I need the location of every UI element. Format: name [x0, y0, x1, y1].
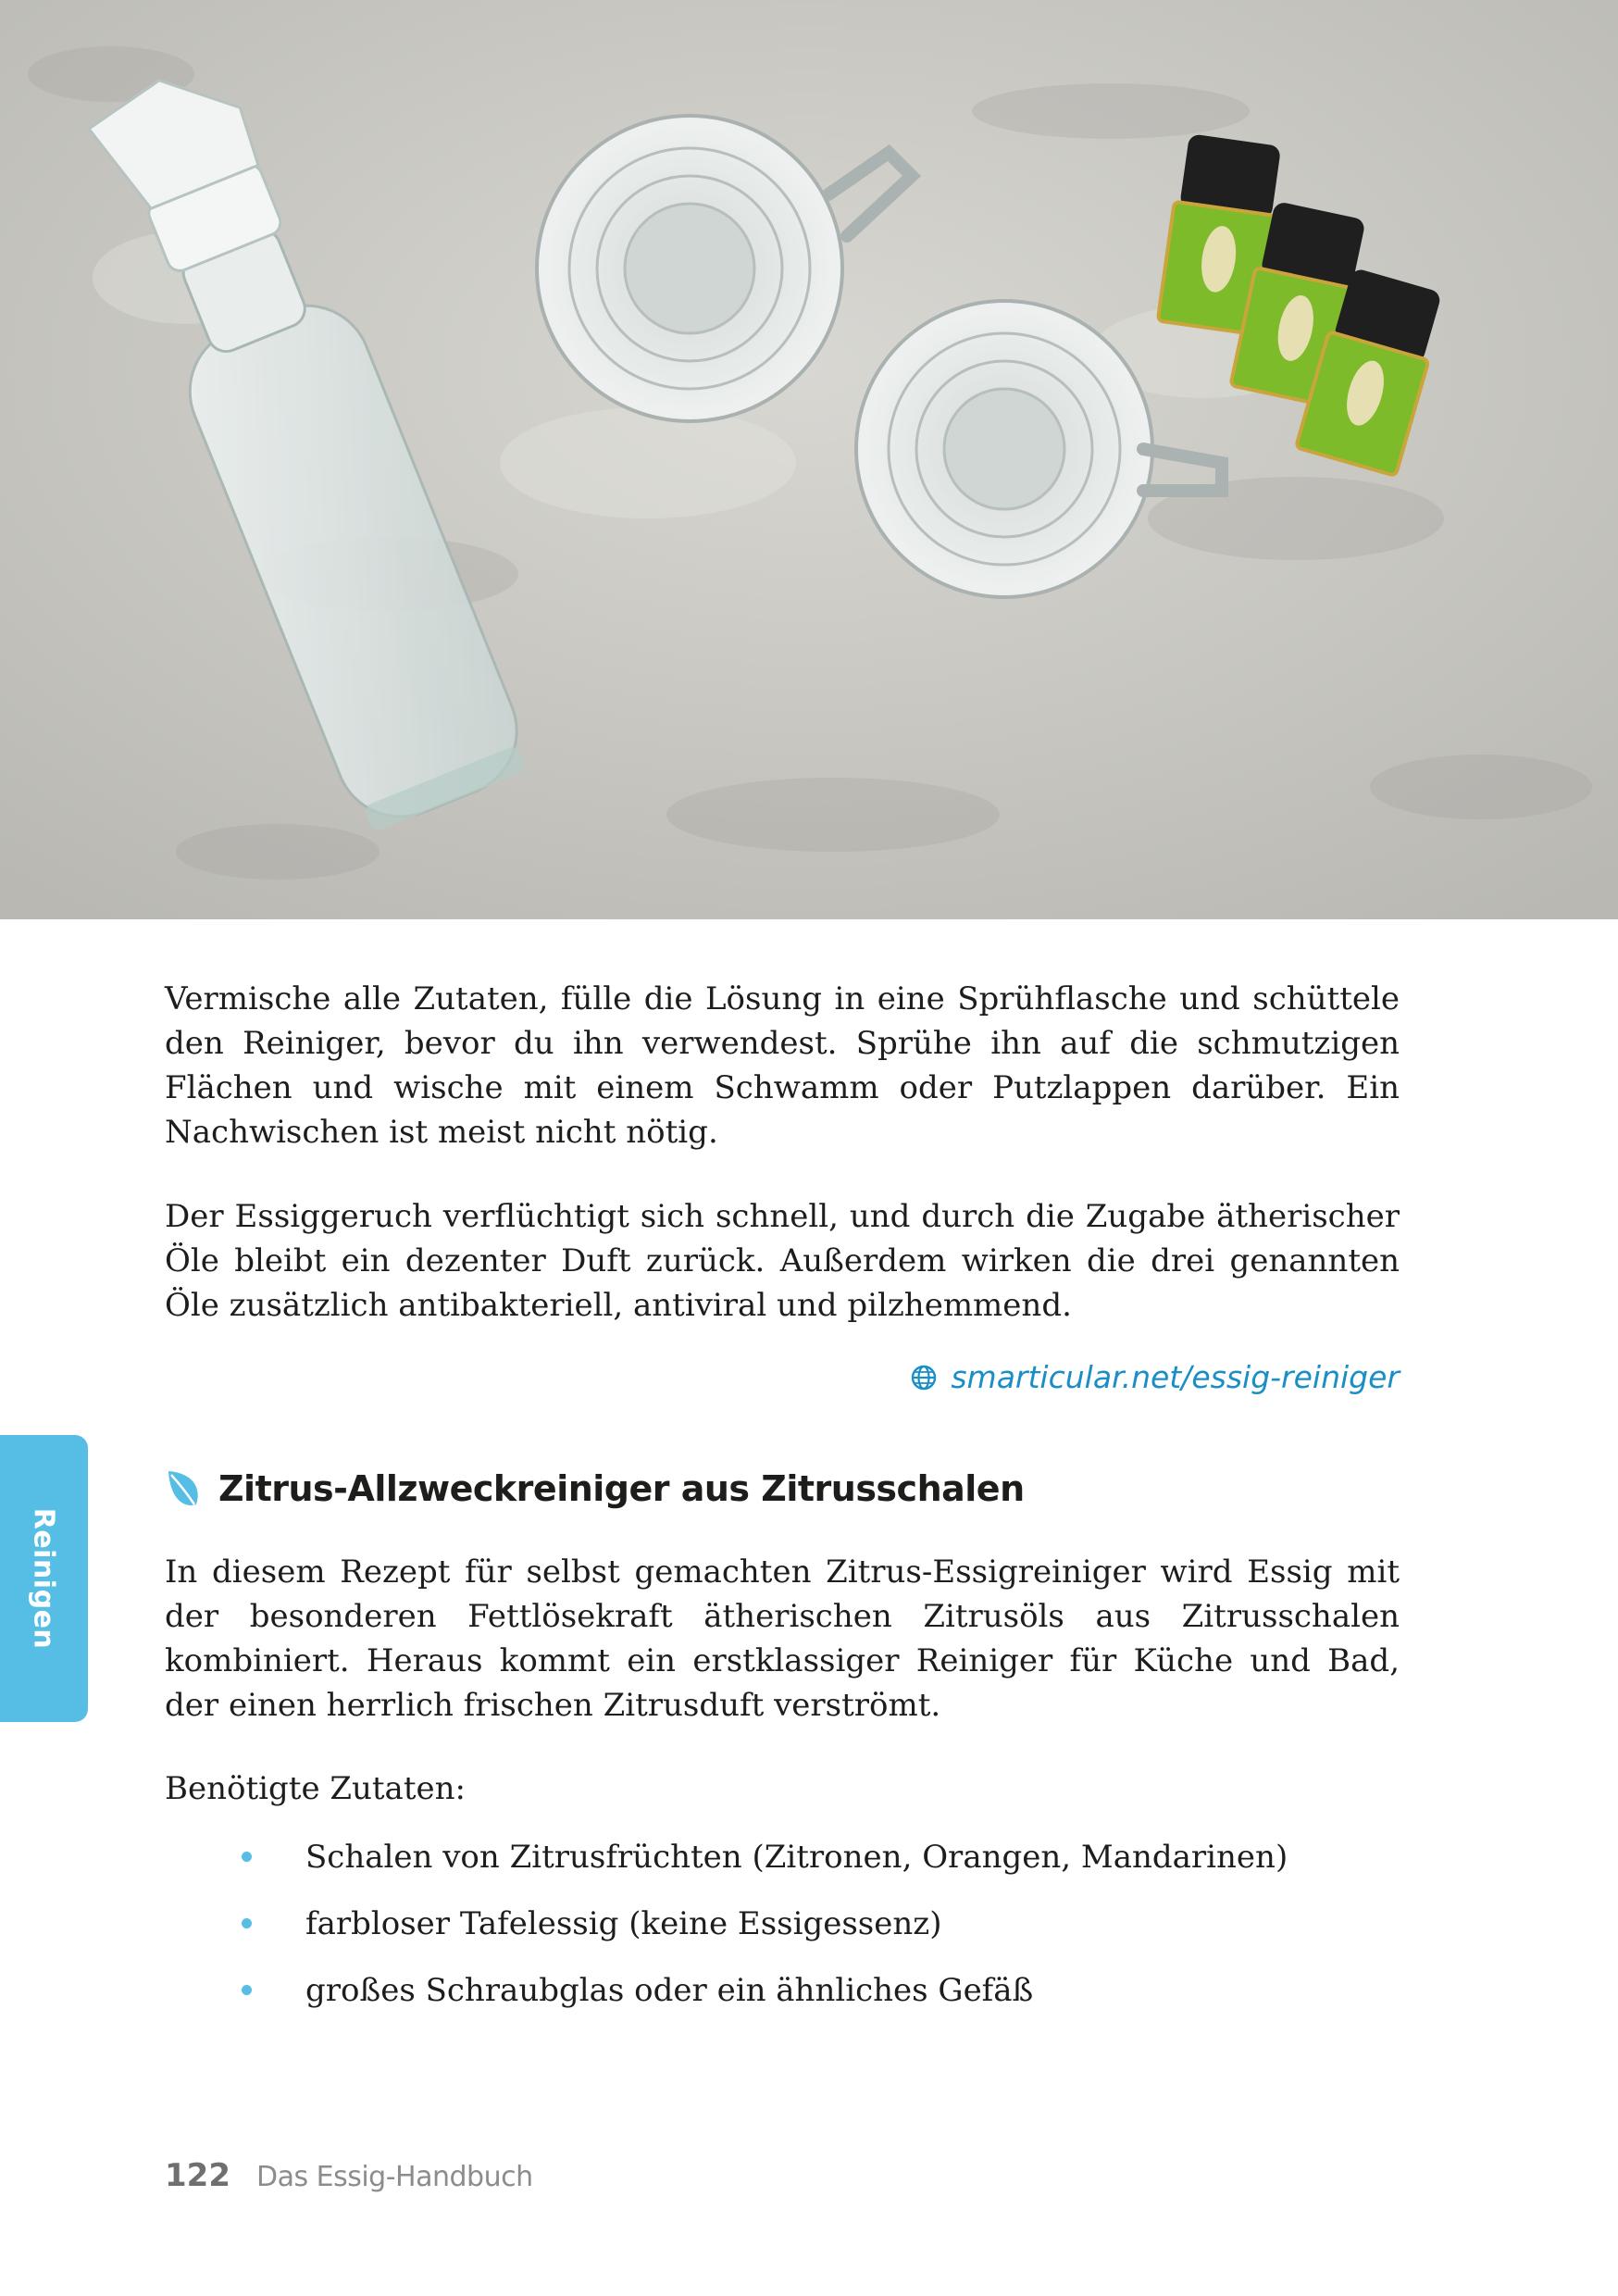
list-item-text: Schalen von Zitrusfrüchten (Zitronen, Orangen, Mandarinen) — [305, 1839, 1288, 1876]
book-title: Das Essig-Handbuch — [255, 2161, 533, 2193]
paragraph-scent: Der Essiggeruch verflüchtigt sich schnell, und durch die Zugabe ätherischer Öle bleibt ein dezenter Duft zurück. Außerdem wirken die drei genannten Öle zusätzlich antibakteriell, antiviral und pilzhemmend. — [165, 1198, 1400, 1324]
list-item — [231, 1968, 1288, 2013]
list-item — [231, 1902, 1288, 1946]
list-item — [231, 1835, 1288, 1879]
source-link[interactable] — [910, 1359, 1400, 1395]
source-link-label: smarticular.net/essig-reiniger — [951, 1359, 1400, 1395]
bullet-icon — [242, 1985, 252, 1995]
ingredients-list — [231, 1835, 1288, 2035]
list-item-text: farbloser Tafelessig (keine Essigessenz) — [305, 1905, 942, 1942]
leaf-icon — [165, 1467, 202, 1510]
page-footer — [165, 2157, 533, 2194]
globe-icon — [910, 1364, 938, 1391]
page-number: 122 — [165, 2157, 230, 2194]
header-photo — [0, 0, 1618, 919]
ingredients-heading: Benötigte Zutaten: — [165, 1770, 466, 1807]
chapter-tab-label: Reinigen — [27, 1507, 60, 1650]
photo-illustration — [0, 0, 1618, 919]
chapter-tab — [0, 1435, 88, 1722]
paragraph-instructions: Vermische alle Zutaten, fülle die Lösung in eine Sprühflasche und schüttele den Reiniger, bevor du ihn verwendest. Sprühe ihn auf die schmutzigen Flächen und wische mit einem Schwamm oder Putzlappen darüber. Ein Nachwischen ist meist nicht nötig. — [165, 980, 1400, 1151]
section-title: Zitrus-Allzweckreiniger aus Zitrusschalen — [218, 1468, 1025, 1509]
paragraph-intro: In diesem Rezept für selbst gemachten Zitrus-Essigreiniger wird Essig mit der besonderen Fettlösekraft ätherischen Zitrusöls aus Zitrusschalen kombiniert. Heraus kommt ein erstklassiger Reiniger für Küche und Bad, der einen herrlich frischen Zitrusduft verströmt. — [165, 1554, 1400, 1724]
list-item-text: großes Schraubglas oder ein ähnliches Gefäß — [305, 1972, 1034, 2009]
bullet-icon — [242, 1918, 252, 1928]
section-heading — [165, 1463, 1025, 1515]
bullet-icon — [242, 1852, 252, 1862]
